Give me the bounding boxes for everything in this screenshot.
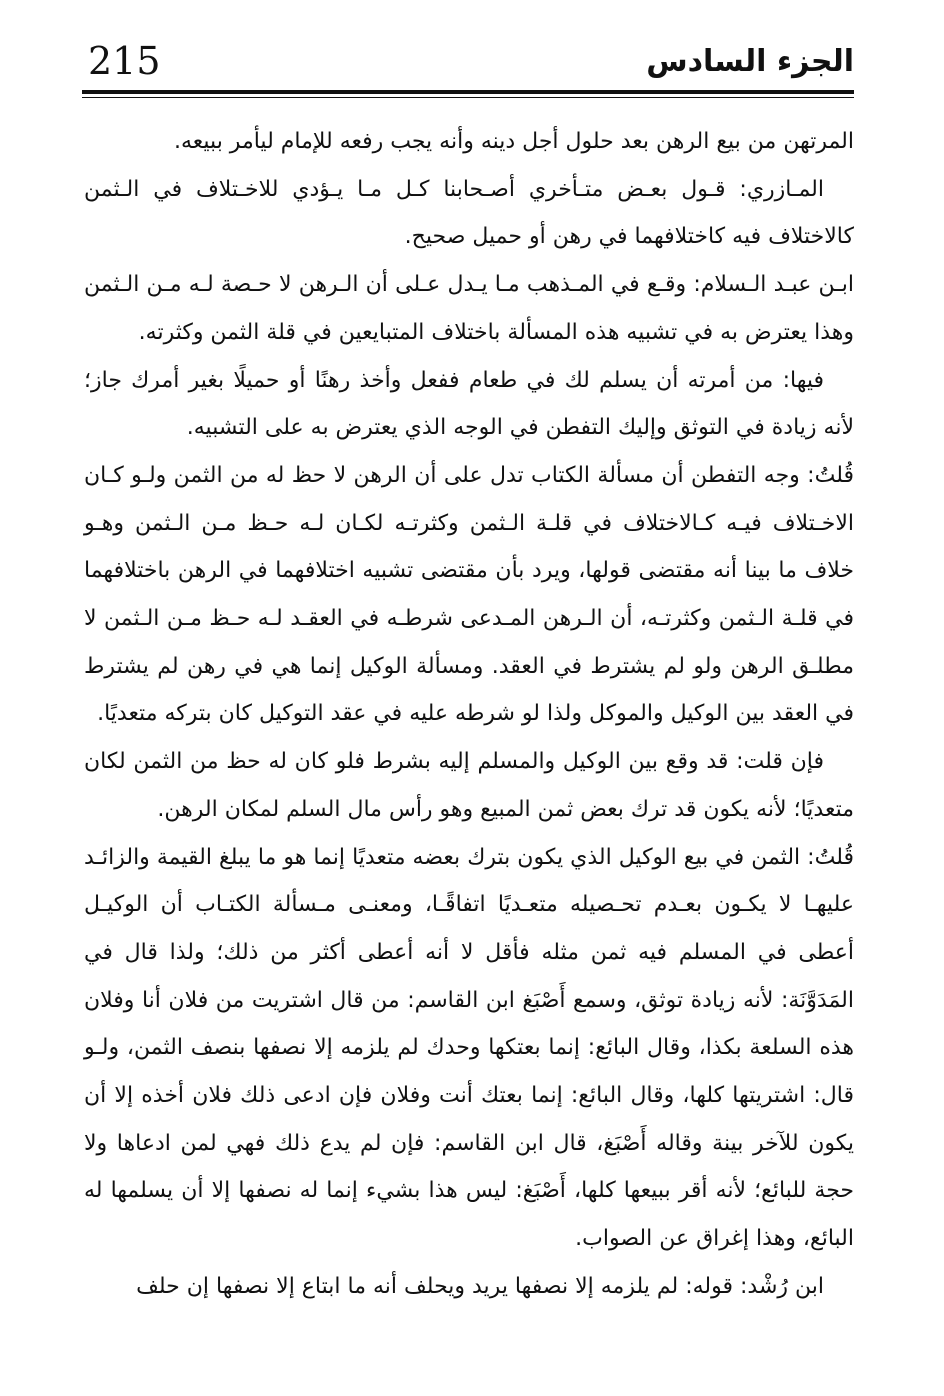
body-text bbox=[84, 118, 854, 1311]
paragraph: المرتهن من بيع الرهن بعد حلول أجل دينه وأنه يجب رفعه للإمام ليأمر ببيعه. bbox=[174, 129, 854, 154]
paragraph: قُلتُ: وجه التفطن أن مسألة الكتاب تدل على أن الرهن لا حظ له من الثمن ولـو كـان الاخـتلاف فيـه كـالاختلاف في قلـة الـثمن وكثرتـه لكـان لـه حـظ مـن الـثمن وهـو خلاف ما بينا أنه مقتضى قولها، ويرد بأن مقتضى تشبيه اختلافهما في الرهن باختلافهما في قلـة الـثمن وكثرتـه، أن الـرهن المـدعى شرطـه في العقـد لـه حـظ مـن الـثمن لا مطلـق الرهن ولو لم يشترط في العقد. ومسألة الوكيل إنما هي في رهن لم يشترط في العقد بين الوكيل والموكل ولذا لو شرطه عليه في عقد التوكيل كان بتركه متعديًا. bbox=[84, 462, 854, 727]
paragraph: ابـن عبـد الـسلام: وقـع في المـذهب مـا يـدل عـلى أن الـرهن لا حـصة لـه مـن الـثمن وهذا يعترض به في تشبيه هذه المسألة باختلاف المتبايعين في قلة الثمن وكثرته. bbox=[84, 272, 854, 345]
paragraph: المـازري: قـول بعـض متـأخري أصـحابنا كـل مـا يـؤدي للاخـتلاف في الـثمن كالاختلاف فيه كاختلافهما في رهن أو حميل صحيح. bbox=[84, 176, 854, 250]
paragraph: ابن رُشْد: قوله: لم يلزمه إلا نصفها يريد ويحلف أنه ما ابتاع إلا نصفها إن حلف bbox=[136, 1273, 824, 1299]
running-head: الجزء السادس bbox=[646, 44, 854, 79]
paragraph: قُلتُ: الثمن في بيع الوكيل الذي يكون بترك بعضه متعديًا إنما هو ما يبلغ القيمة والزائـد عليهـا لا يكـون بعـدم تحـصيله متعـديًا اتفاقًـا، ومعنـى مـسألة الكتـاب أن الوكيـل أعطى في المسلم فيه ثمن مثله فأقل لا أنه أعطى أكثر من ذلك؛ ولذا قال في المَدَوَّنَة: لأنه زيادة توثق، وسمع أَصْبَغ ابن القاسم: من قال اشتريت من فلان أنا وفلان هذه السلعة بكذا، وقال البائع: إنما بعتكها وحدك لم يلزمه إلا نصفها بنصف الثمن، ولـو قال: اشتريتها كلها، وقال البائع: إنما بعتك أنت وفلان فإن ادعى ذلك فلان أخذه إلا أن يكون للآخر بينة وقاله أَصْبَغ، قال ابن القاسم: فإن لم يدع ذلك فهي لمن ادعاها ولا حجة للبائع؛ لأنه أقر ببيعها كلها، أَصْبَغ: ليس هذا بشيء إنما له نصفها إلا أن يسلمها له البائع، وهذا إغراق عن الصواب. bbox=[84, 844, 854, 1252]
page-header bbox=[82, 38, 854, 86]
paragraph: فيها: من أمرته أن يسلم لك في طعام ففعل وأخذ رهنًا أو حميلًا بغير أمرك جاز؛ لأنه زيادة في التوثق وإليك التفطن في الوجه الذي يعترض به على التشبيه. bbox=[84, 367, 854, 441]
header-rule-thin bbox=[82, 97, 854, 98]
page-number: 215 bbox=[88, 39, 161, 83]
header-rule-thick bbox=[82, 90, 854, 94]
paragraph: فإن قلت: قد وقع بين الوكيل والمسلم إليه بشرط فلو كان له حظ من الثمن لكان متعديًا؛ لأنه يكون قد ترك بعض ثمن المبيع وهو رأس مال السلم لمكان الرهن. bbox=[84, 749, 854, 822]
